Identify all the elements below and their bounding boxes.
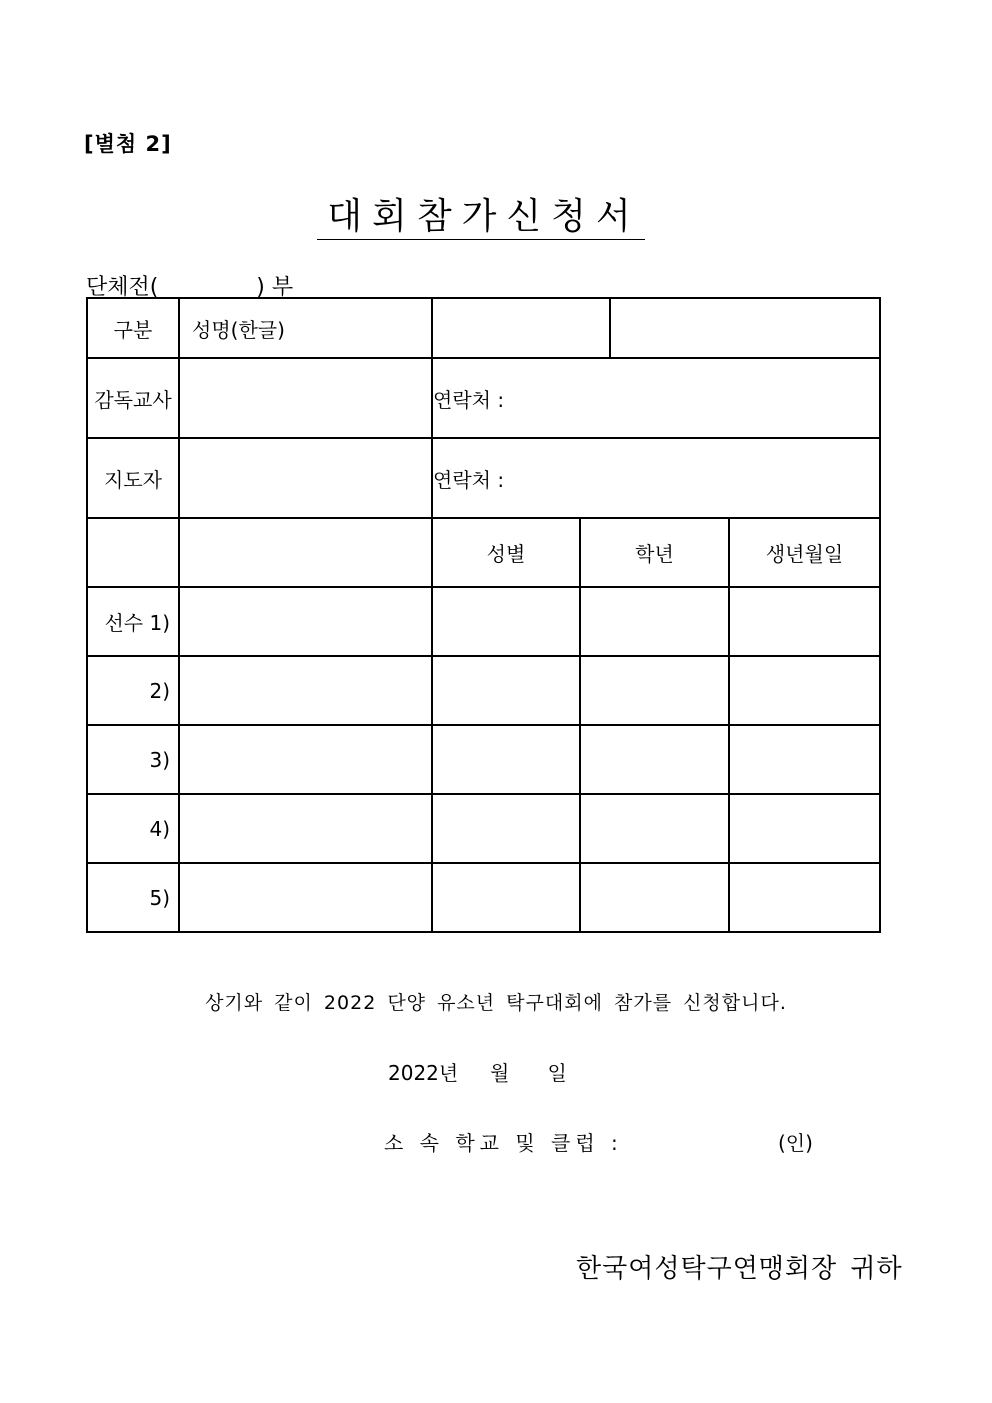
player-grade-field[interactable] (580, 656, 729, 725)
player-grade-field[interactable] (580, 863, 729, 932)
player-gender-field[interactable] (432, 863, 580, 932)
application-statement: 상기와 같이 2022 단양 유소년 탁구대회에 참가를 신청합니다. (205, 992, 787, 1014)
table-row (87, 656, 880, 725)
col-birth: 생년월일 (729, 518, 880, 587)
form-title-wrap (0, 188, 962, 239)
application-table (86, 297, 881, 933)
player-row-label: 2) (87, 656, 179, 725)
date-line: 2022년 월 일 (388, 1061, 567, 1085)
table-row (87, 725, 880, 794)
coach-contact[interactable]: 연락처 : (432, 438, 880, 518)
form-title: 대회참가신청서 (317, 196, 644, 240)
player-gender-field[interactable] (432, 587, 580, 656)
table-row (87, 794, 880, 863)
player-grade-field[interactable] (580, 794, 729, 863)
header-blank-2[interactable] (610, 298, 880, 358)
header-name: 성명(한글) (179, 298, 432, 358)
table-row (87, 863, 880, 932)
player-grade-field[interactable] (580, 725, 729, 794)
affiliation-label: 소 속 학교 및 클럽 : (384, 1131, 623, 1155)
player-name-field[interactable] (179, 863, 432, 932)
addressee: 한국여성탁구연맹회장 귀하 (576, 1254, 903, 1284)
player-gender-field[interactable] (432, 725, 580, 794)
header-blank-1[interactable] (432, 298, 610, 358)
supervisor-contact[interactable]: 연락처 : (432, 358, 880, 438)
player-gender-field[interactable] (432, 656, 580, 725)
player-row-label: 4) (87, 794, 179, 863)
player-birth-field[interactable] (729, 656, 880, 725)
player-row-label: 3) (87, 725, 179, 794)
player-name-field[interactable] (179, 794, 432, 863)
coach-name-field[interactable] (179, 438, 432, 518)
player-name-field[interactable] (179, 725, 432, 794)
seal-mark: (인) (778, 1131, 813, 1155)
player-name-field[interactable] (179, 656, 432, 725)
player-row-label: 선수 1) (87, 587, 179, 656)
col-header-blank-1 (87, 518, 179, 587)
player-grade-field[interactable] (580, 587, 729, 656)
player-gender-field[interactable] (432, 794, 580, 863)
player-birth-field[interactable] (729, 794, 880, 863)
col-gender: 성별 (432, 518, 580, 587)
table-row (87, 587, 880, 656)
coach-label: 지도자 (87, 438, 179, 518)
supervisor-label: 감독교사 (87, 358, 179, 438)
header-category: 구분 (87, 298, 179, 358)
annex-label: [별첨 2] (84, 132, 172, 156)
player-row-label: 5) (87, 863, 179, 932)
col-header-blank-2 (179, 518, 432, 587)
player-birth-field[interactable] (729, 725, 880, 794)
supervisor-name-field[interactable] (179, 358, 432, 438)
player-birth-field[interactable] (729, 587, 880, 656)
player-name-field[interactable] (179, 587, 432, 656)
player-birth-field[interactable] (729, 863, 880, 932)
col-grade: 학년 (580, 518, 729, 587)
division-line: 단체전( ) 부 (86, 275, 294, 300)
